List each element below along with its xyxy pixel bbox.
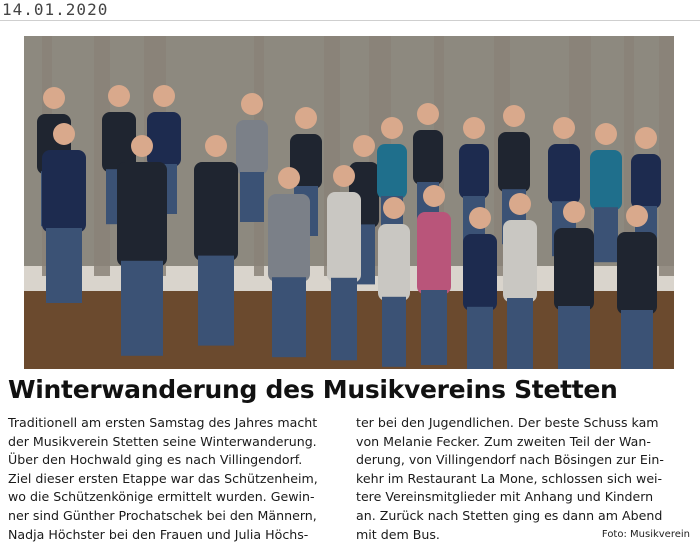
photo-person-front-head [131,135,153,157]
article-line: Nadja Höchster bei den Frauen und Julia Höchs- [8,526,309,542]
photo-person-front-legs [558,306,590,369]
photo-person-front-legs [621,310,653,369]
photo-person-front-head [383,197,405,219]
photo-person-back-body [236,120,268,175]
photo-person-front-head [333,165,355,187]
photo-person-back-body [413,130,443,185]
group-photo-image [24,36,674,369]
article-headline: Winterwanderung des Musikvereins Stetten [8,375,618,404]
article-line: von Melanie Fecker. Zum zweiten Teil der Wan- [356,433,651,449]
article-line: ter bei den Jugendlichen. Der beste Schuss kam [356,415,659,430]
photo-person-front-head [469,207,491,229]
photo-person-back-legs [240,172,264,222]
photo-person-front-head [205,135,227,157]
photo-person-back-head [553,117,575,139]
photo-person-front-head [626,205,648,227]
photo-person-back-legs [594,207,618,262]
photo-person-front-legs [121,261,163,356]
photo-person-front-legs [507,298,533,369]
photo-person-front-body [327,192,361,283]
photo-person-back-head [503,105,525,127]
photo-person-front-body [463,234,497,311]
article-line: an. Zurück nach Stetten ging es dann am Abend [356,507,663,523]
photo-person-back-head [241,93,263,115]
photo-person-back-head [381,117,403,139]
photo-person-back-head [353,135,375,157]
photo-person-front-legs [272,277,306,357]
article-line: der Musikverein Stetten seine Winterwanderung. [8,433,317,449]
photo-person-front-body [42,150,86,233]
article-column-left [8,414,342,544]
photo-person-back-head [417,103,439,125]
photo-person-front-head [53,123,75,145]
article-line: kehr im Restaurant La Mone, schlossen sich wei- [356,470,663,486]
article-line: derung, von Villingendorf nach Bösingen zur Ein- [356,452,664,468]
photo-person-front-legs [198,256,234,346]
photo-person-back-head [595,123,617,145]
photo-person-back-body [590,150,622,211]
photo-person-back-body [548,144,580,205]
photo-tree-trunk [659,36,674,276]
photo-person-back-head [463,117,485,139]
photo-person-back-body [377,144,407,199]
photo-credit: Foto: Musikverein [601,529,690,540]
photo-person-front-body [617,232,657,315]
photo-person-front-legs [331,278,357,361]
photo-person-front-legs [421,290,447,365]
photo-person-back-head [635,127,657,149]
article-column-right [356,414,690,544]
photo-person-front-legs [382,297,406,367]
photo-person-front-head [509,193,531,215]
article-line: mit dem Bus. [356,526,440,542]
photo-person-back-body [459,144,489,199]
article-line: wo die Schützenkönige ermittelt wurden. Gewin- [8,489,315,505]
photo-person-front-body [503,220,537,303]
photo-person-back-head [295,107,317,129]
photo-person-front-legs [46,228,82,303]
article-line: Traditionell am ersten Samstag des Jahres macht [8,415,318,430]
photo-person-back-body [147,112,181,167]
photo-person-front-body [117,162,167,267]
article-line: tere Vereinsmitglieder mit Anhang und Kindern [356,489,654,505]
date-stamp: 14.01.2020 [2,0,109,19]
photo-person-back-head [108,85,130,107]
article-line: Über den Hochwald ging es nach Villingendorf. [8,452,303,468]
photo-person-front-legs [467,307,493,369]
photo-person-front-head [278,167,300,189]
photo-person-front-body [268,194,310,282]
top-divider [0,20,700,21]
article-line: ner sind Günther Prochatschek bei den Männern, [8,507,317,523]
photo-person-front-head [423,185,445,207]
photo-person-front-body [554,228,594,311]
photo-person-front-head [563,201,585,223]
photo-person-back-body [631,154,661,209]
article-line: Ziel dieser ersten Etappe war das Schützenheim, [8,470,318,486]
group-photo [24,36,674,369]
photo-person-front-body [194,162,238,261]
photo-person-front-body [417,212,451,295]
photo-person-back-head [43,87,65,109]
photo-person-back-body [498,132,530,193]
photo-person-front-body [378,224,410,301]
photo-person-back-head [153,85,175,107]
